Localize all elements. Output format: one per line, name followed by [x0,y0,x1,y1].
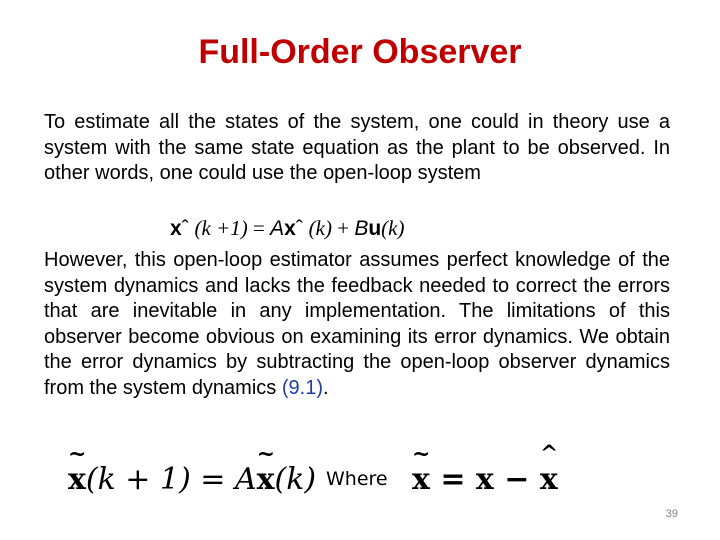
error-definition-equation [412,441,559,502]
page-number: 39 [665,508,678,520]
eq2-tilde-mark: ~ [68,441,87,467]
eq2-lhs-x-tilde [68,441,87,502]
eq1-x: x [170,217,182,240]
where-label: Where [326,468,388,490]
eq3-mid: = x − [429,462,540,497]
open-loop-equation [170,214,404,243]
eq1-A: A [270,217,285,240]
eq1-u: u [368,217,382,240]
eq3-rhs-x: x [539,462,558,497]
eq3-hat-mark: ^ [539,441,559,467]
eq1-equals: = [247,216,271,240]
eq1-plus: + [331,216,355,240]
error-dynamics-equation [68,441,317,502]
paragraph2-end: . [322,376,329,399]
eq1-hat2: ˆ [295,217,303,240]
eq2-tilde-mark-2: ~ [256,441,276,467]
error-dynamics-paragraph [44,248,670,401]
eq2-rhs-arg: (k) [274,462,317,497]
eq2-lhs-arg: (k + 1) = A [85,462,257,497]
eq3-x-hat [539,441,559,502]
intro-paragraph: To estimate all the states of the system, one could in theory use a system with the same state equation as the plant to be observed. In other words, one could use the open-loop system [44,111,670,184]
equation-reference-link[interactable]: (9.1) [281,376,323,399]
eq1-arg1: (k +1) [194,216,248,240]
eq1-arg3: (k) [381,216,405,240]
eq3-tilde-mark: ~ [412,441,431,467]
paragraph2-text: However, this open-loop estimator assumes perfect knowledge of the system dynamics and lacks the feedback needed to correct the errors that are inevitable in any implementation. The limitations of this observer become obvious on examining its error dynamics. We obtain the error dynamics by subtracting the open-loop observer dynamics from the system dynamics [44,249,670,399]
eq1-arg2: (k) [308,216,332,240]
eq1-x2: x [284,217,296,240]
eq1-B: B [354,217,369,240]
eq2-rhs-x-tilde [256,441,276,502]
eq3-x-tilde [412,441,431,502]
eq2-lhs-x: x [68,462,86,497]
slide-title: Full-Order Observer [198,33,522,71]
eq2-rhs-x: x [256,462,275,497]
eq3-lhs-x: x [412,462,430,497]
eq1-hat: ˆ [181,217,189,240]
